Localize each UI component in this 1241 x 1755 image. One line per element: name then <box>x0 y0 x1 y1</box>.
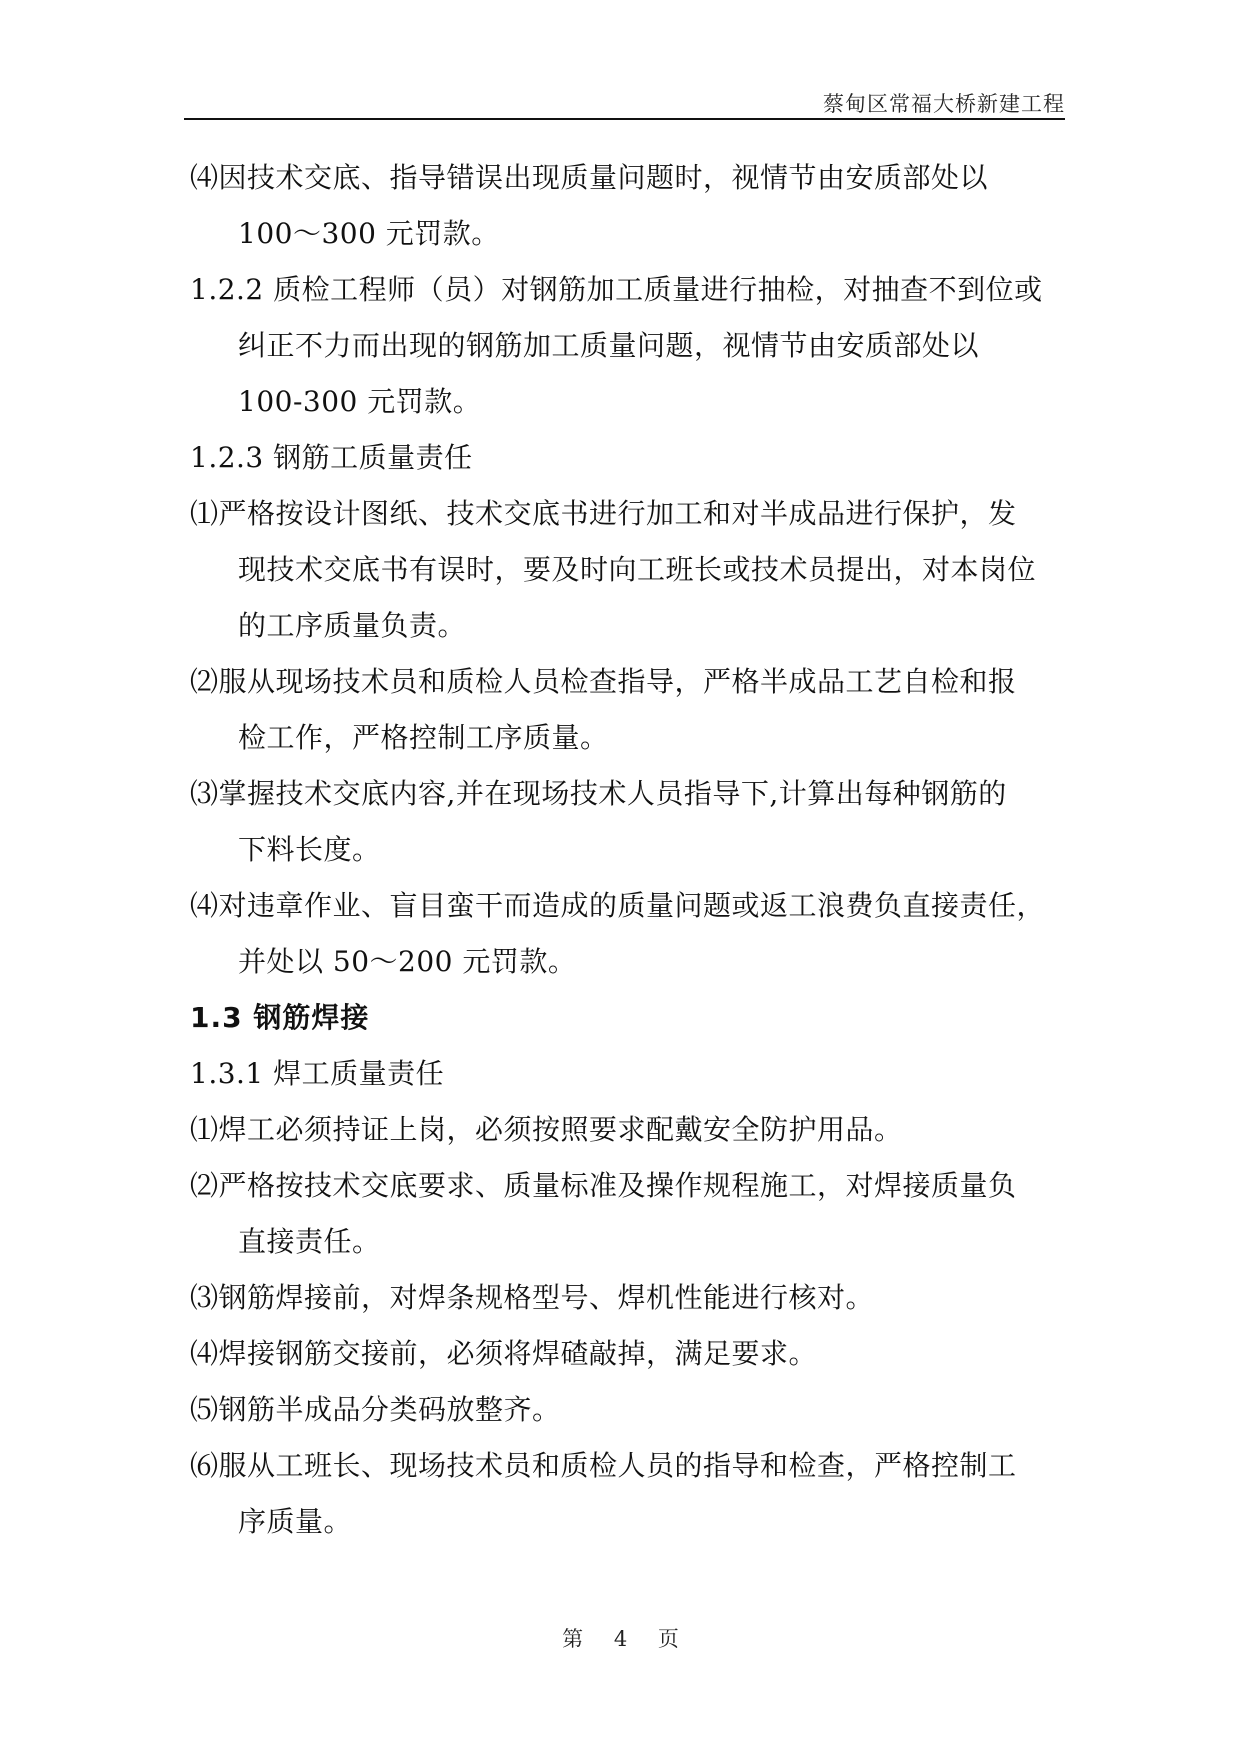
section-1-2-2-line-1: 1.2.2 质检工程师（员）对钢筋加工质量进行抽检，对抽查不到位或 <box>190 273 1043 306</box>
page-prefix: 第 <box>562 1627 584 1651</box>
header-rule <box>184 118 1065 120</box>
section-1-2-3-heading: 1.2.3 钢筋工质量责任 <box>190 441 473 474</box>
page-number: 4 <box>613 1627 628 1651</box>
weld-item-5: ⑸钢筋半成品分类码放整齐。 <box>190 1393 561 1426</box>
weld-item-2-line-1: ⑵严格按技术交底要求、质量标准及操作规程施工，对焊接质量负 <box>190 1169 1017 1202</box>
item-4b-line-2: 并处以 50～200 元罚款。 <box>238 945 577 978</box>
item-2-line-1: ⑵服从现场技术员和质检人员检查指导，严格半成品工艺自检和报 <box>190 665 1017 698</box>
document-header-title: 蔡甸区常福大桥新建工程 <box>823 92 1065 116</box>
section-1-3-1-heading: 1.3.1 焊工质量责任 <box>190 1057 445 1090</box>
item-1-line-1: ⑴严格按设计图纸、技术交底书进行加工和对半成品进行保护，发 <box>190 497 1017 530</box>
item-2-line-2: 检工作，严格控制工序质量。 <box>238 721 609 754</box>
item-1-line-2: 现技术交底书有误时，要及时向工班长或技术员提出，对本岗位 <box>238 553 1037 586</box>
item-1-line-3: 的工序质量负责。 <box>238 609 467 642</box>
item-4-line-1: ⑷因技术交底、指导错误出现质量问题时，视情节由安质部处以 <box>190 161 989 194</box>
document-body <box>190 150 1070 1550</box>
weld-item-6-line-2: 序质量。 <box>238 1505 353 1538</box>
item-3-line-1: ⑶掌握技术交底内容,并在现场技术人员指导下,计算出每种钢筋的 <box>190 777 1007 810</box>
weld-item-1: ⑴焊工必须持证上岗，必须按照要求配戴安全防护用品。 <box>190 1113 903 1146</box>
weld-item-2-line-2: 直接责任。 <box>238 1225 381 1258</box>
item-4-line-2: 100～300 元罚款。 <box>238 217 500 250</box>
item-4b-line-1: ⑷对违章作业、盲目蛮干而造成的质量问题或返工浪费负直接责任， <box>190 889 1046 922</box>
section-1-3-heading: 1.3 钢筋焊接 <box>190 1001 370 1034</box>
item-3-line-2: 下料长度。 <box>238 833 381 866</box>
weld-item-3: ⑶钢筋焊接前，对焊条规格型号、焊机性能进行核对。 <box>190 1281 875 1314</box>
weld-item-6-line-1: ⑹服从工班长、现场技术员和质检人员的指导和检查，严格控制工 <box>190 1449 1017 1482</box>
section-1-2-2-line-2: 纠正不力而出现的钢筋加工质量问题，视情节由安质部处以 <box>238 329 980 362</box>
weld-item-4: ⑷焊接钢筋交接前，必须将焊碴敲掉，满足要求。 <box>190 1337 818 1370</box>
section-1-2-2-line-3: 100-300 元罚款。 <box>238 385 482 418</box>
page-suffix: 页 <box>657 1627 679 1651</box>
page-footer <box>0 1623 1241 1653</box>
